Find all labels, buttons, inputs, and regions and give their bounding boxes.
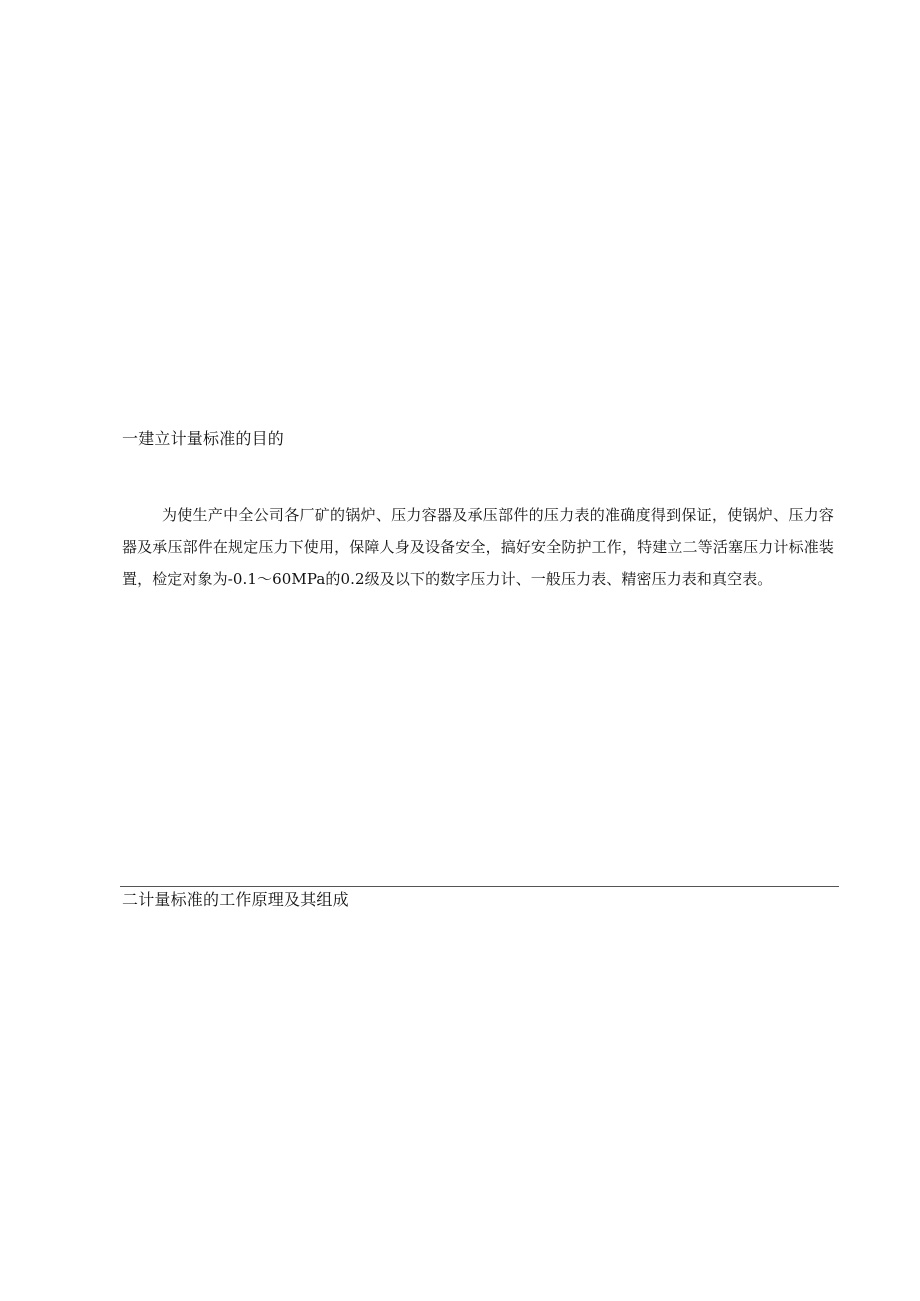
section-heading-purpose: 一建立计量标准的目的	[122, 429, 285, 448]
section-heading-principle: 二计量标准的工作原理及其组成	[122, 890, 349, 909]
horizontal-divider	[120, 886, 839, 887]
section-paragraph-purpose: 为使生产中全公司各厂矿的锅炉、压力容器及承压部件的压力表的准确度得到保证，使锅炉、压力容器及承压部件在规定压力下使用，保障人身及设备安全，搞好安全防护工作，特建立二等活塞压力计标准装置，检定对象为-0.1～60MPa的0.2级及以下的数字压力计、一般压力表、精密压力表和真空表。	[122, 506, 834, 588]
